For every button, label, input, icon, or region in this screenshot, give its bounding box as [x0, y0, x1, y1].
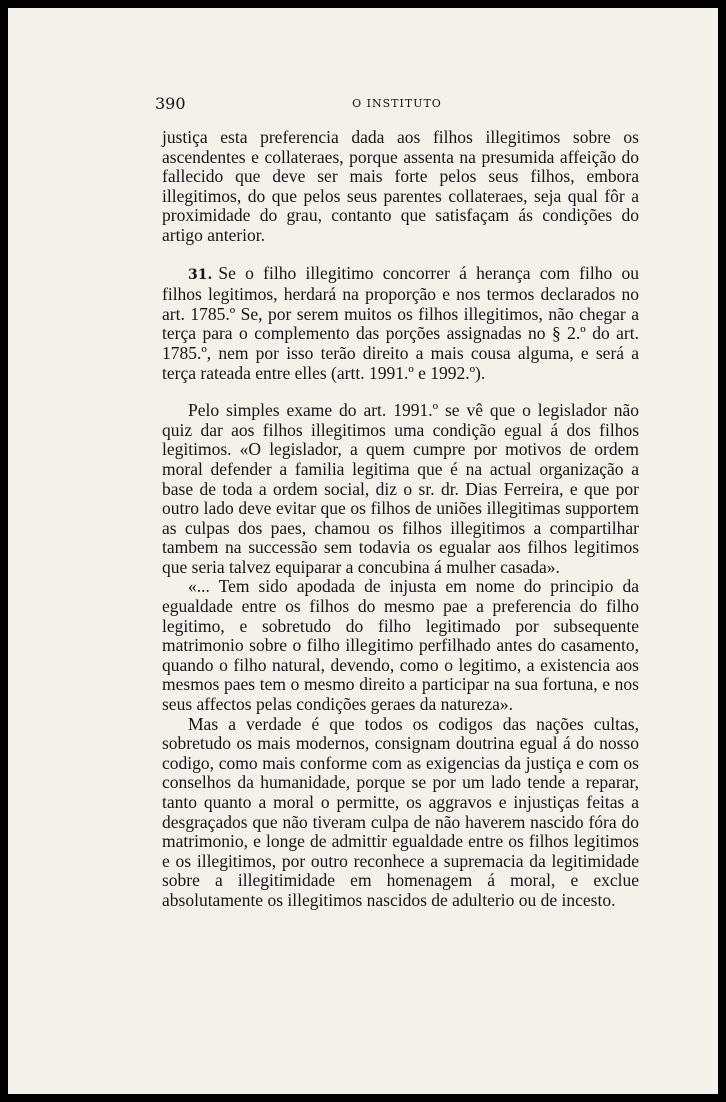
document-page: [8, 8, 718, 1094]
paragraph-commentary-1: Pelo simples exame do art. 1991.º se vê que o legislador não quiz dar aos filhos illegitimos uma condição egual á dos filhos legitimos. «O legislador, a quem cumpre por motivos de ordem moral defender a familia legitima que é na actual organização a base de toda a ordem social, diz o sr. dr. Dias Ferreira, e que por outro lado deve evitar que os filhos de uniões illegitimas supportem as culpas dos paes, chamou os filhos illegitimos a compartilhar tambem na successão sem todavia os egualar aos filhos legitimos que seria talvez equiparar a concubina á mulher casada».: [162, 400, 639, 577]
paragraph-article-31: [162, 264, 639, 384]
paragraph-continuation: justiça esta preferencia dada aos filhos illegitimos sobre os ascendentes e collateraes, porque assenta na presumida affeição do fallecido que deve ser mais forte pelos seus filhos, embora illegitimos, do que pelos seus parentes collateraes, seja qual fôr a proximidade do grau, contanto que satisfaçam ás condições do artigo anterior.: [162, 127, 639, 245]
article-text: Se o filho illegitimo concorrer á herança com filho ou filhos legitimos, herdará na proporção e nos termos declarados no art. 1785.º Se, por serem muitos os filhos illegitimos, não chegar a terça para o complemento das porções assignadas no § 2.º do art. 1785.º, nem por isso terão direito a mais cousa alguma, e será a terça rateada entre elles (artt. 1991.º e 1992.º).: [162, 262, 639, 383]
article-number: 31.: [188, 266, 213, 283]
paragraph-commentary-3: Mas a verdade é que todos os codigos das nações cultas, sobretudo os mais modernos, consignam doutrina egual á do nosso codigo, como mais conforme com as exigencias da justiça e com os conselhos da humanidade, porque se por um lado tende a reparar, tanto quanto a moral o permitte, os aggravos e injustiças feitas a desgraçados que não tiveram culpa de não haverem nascido fóra do matrimonio, e longe de admittir egualdade entre os filhos legitimos e os illegitimos, por outro reconhece a supremacia da legitimidade sobre a illegitimidade em homenagem á moral, e exclue absolutamente os illegitimos nascidos de adulterio ou de incesto.: [162, 713, 639, 910]
body-text: [162, 128, 639, 911]
paragraph-commentary-2: «... Tem sido apodada de injusta em nome do principio da egualdade entre os filhos do mesmo pae a preferencia do filho legitimo, e sobretudo do filho legitimado por subsequente matrimonio sobre o filho illegitimo perfilhado antes do casamento, quando o filho natural, devendo, como o legitimo, a existencia aos mesmos paes tem o mesmo direito a participar na sua fortuna, e nos seus affectos pelas condições geraes da natureza».: [162, 576, 639, 715]
running-title: O INSTITUTO: [352, 97, 442, 110]
page-number: 390: [155, 94, 186, 113]
page-header: [155, 94, 639, 116]
